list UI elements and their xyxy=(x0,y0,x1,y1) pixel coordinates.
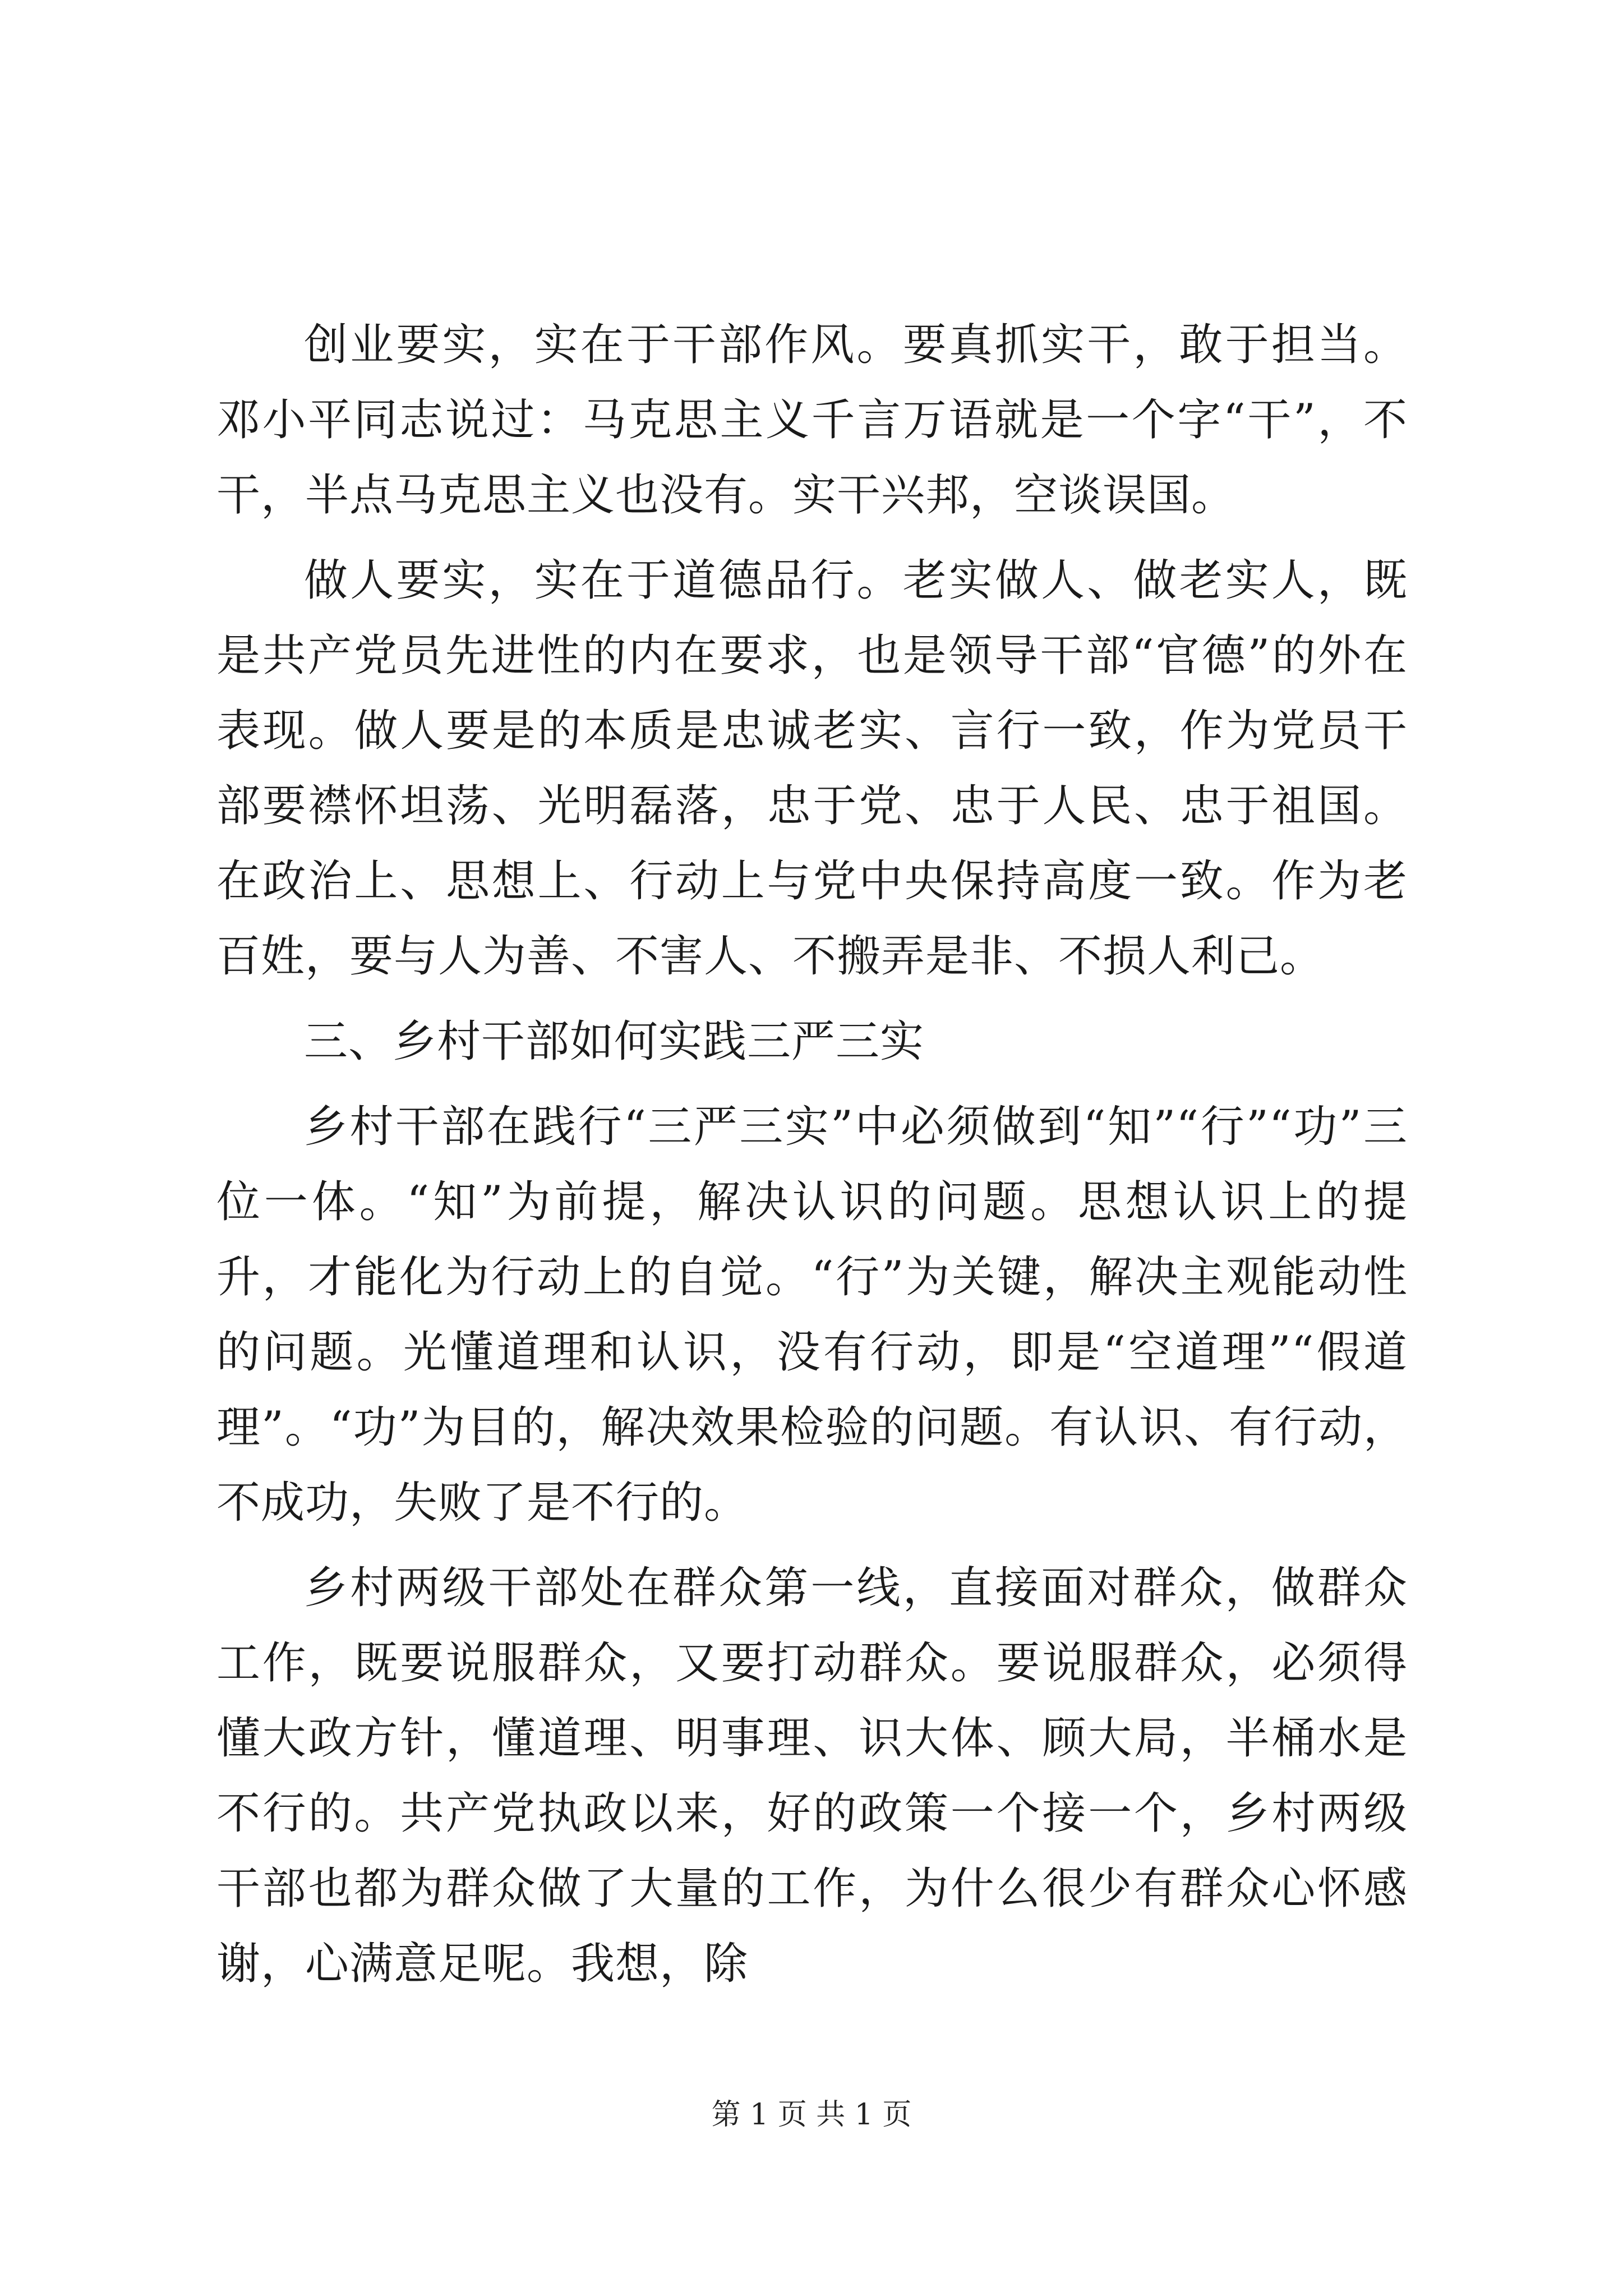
paragraph-frontline-cadres: 乡村两级干部处在群众第一线，直接面对群众，做群众工作，既要说服群众，又要打动群众。要说服群众，必须得懂大政方针，懂道理、明事理、识大体、顾大局，半桶水是不行的。共产党执政以来，好的政策一个接一个，乡村两级干部也都为群众做了大量的工作，为什么很少有群众心怀感谢，心满意足呢。我想，除 xyxy=(216,1563,1408,1989)
section-heading: 三、乡村干部如何实践三严三实 xyxy=(304,1016,925,1067)
paragraph-moral-conduct: 做人要实，实在于道德品行。老实做人、做老实人，既是共产党员先进性的内在要求，也是领导干部“官德”的外在表现。做人要是的本质是忠诚老实、言行一致，作为党员干部要襟怀坦荡、光明磊落，忠于党、忠于人民、忠于祖国。在政治上、思想上、行动上与党中央保持高度一致。作为老百姓，要与人为善、不害人、不搬弄是非、不损人利己。 xyxy=(216,555,1408,982)
page-footer: 第 1 页 共 1 页 xyxy=(711,2098,912,2132)
paragraph-work-style: 创业要实，实在于干部作风。要真抓实干，敢于担当。邓小平同志说过：马克思主义千言万语就是一个字“干”，不干，半点马克思主义也没有。实干兴邦，空谈误国。 xyxy=(216,320,1408,521)
document-body xyxy=(216,307,1408,2001)
paragraph-know-act-result: 乡村干部在践行“三严三实”中必须做到“知”“行”“功”三位一体。“知”为前提，解决认识的问题。思想认识上的提升，才能化为行动上的自觉。“行”为关键，解决主观能动性的问题。光懂道理和认识，没有行动，即是“空道理”“假道理”。“功”为目的，解决效果检验的问题。有认识、有行动，不成功，失败了是不行的。 xyxy=(216,1102,1408,1528)
